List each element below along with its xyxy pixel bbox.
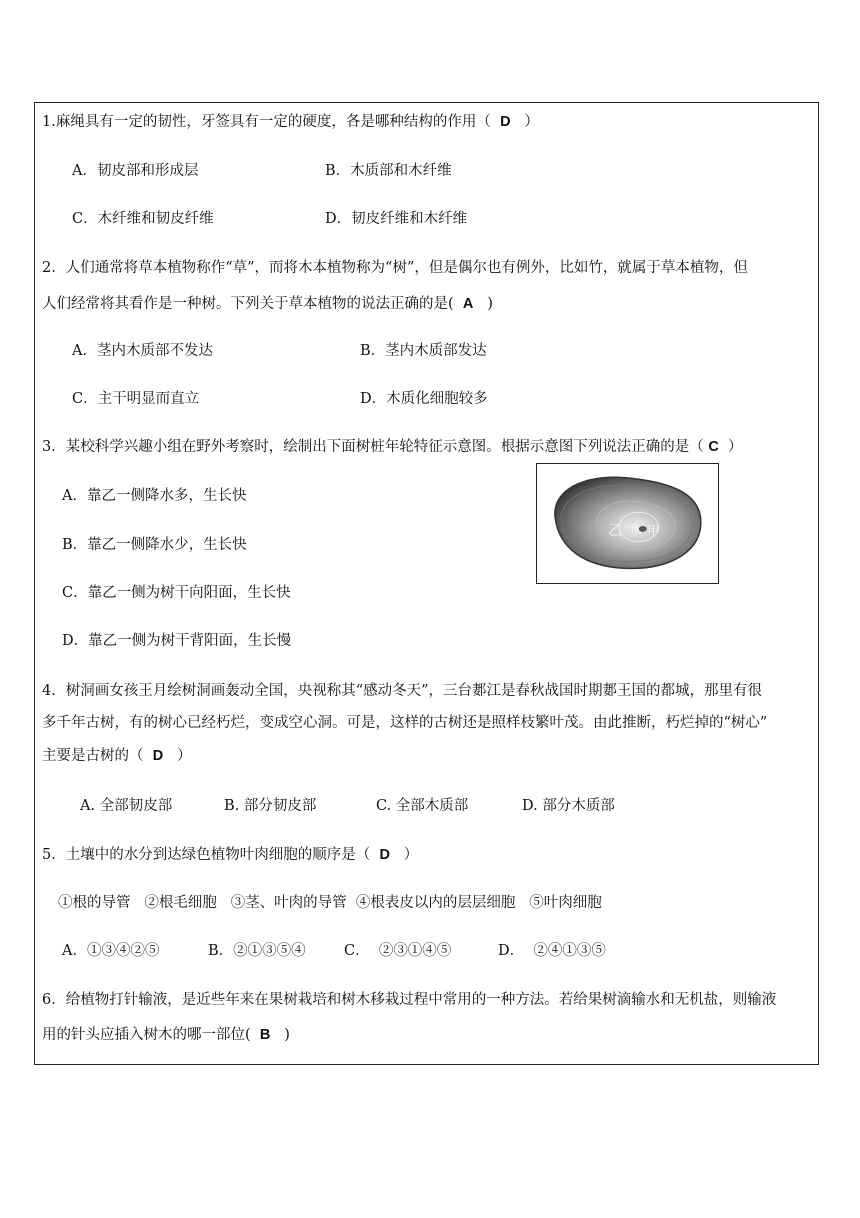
figure-label-yi: 乙 <box>608 522 623 539</box>
q3-option-a: A．靠乙一侧降水多，生长快 <box>62 488 247 504</box>
q3-option-d: D．靠乙一侧为树干背阳面，生长慢 <box>62 633 292 649</box>
tree-ring-figure <box>536 463 719 584</box>
q4-line3: 主要是古树的（ D ） <box>42 748 192 764</box>
q1-answer: D <box>500 114 511 130</box>
q2-line1: 2．人们通常将草本植物称作“草”，而将木本植物称为“树”，但是偶尔也有例外，比如竹，就属于草本植物，但 <box>42 260 748 276</box>
q1-option-d: D．韧皮纤维和木纤维 <box>325 211 468 227</box>
q4-option-a: A. 全部韧皮部 <box>80 798 173 814</box>
q2-answer: A <box>462 296 474 312</box>
q3-stem: 3．某校科学兴趣小组在野外考察时，绘制出下面树桩年轮特征示意图。根据示意图下列说法正确的是（ C ） <box>42 439 743 455</box>
q6-line1: 6．给植物打针输液，是近些年来在果树栽培和树木移栽过程中常用的一种方法。若给果树滴输水和无机盐，则输液 <box>42 992 777 1008</box>
q2-option-a: A．茎内木质部不发达 <box>72 343 213 359</box>
q4-line1: 4．树洞画女孩王月绘树洞画轰动全国，央视称其“感动冬天”，三台郪江是春秋战国时期郪王国的都城，那里有很 <box>42 683 763 699</box>
q1-option-c: C．木纤维和韧皮纤维 <box>72 211 214 227</box>
q5-option-a: A．①③④②⑤ <box>62 943 160 959</box>
q3-option-b: B．靠乙一侧降水少，生长快 <box>62 537 247 553</box>
q5-option-b: B．②①③⑤④ <box>208 943 306 959</box>
q4-option-c: C. 全部木质部 <box>376 798 469 814</box>
q5-stem: 5．土壤中的水分到达绿色植物叶肉细胞的顺序是（ D ） <box>42 847 419 863</box>
q5-items: ①根的导管 ②根毛细胞 ③茎、叶肉的导管 ④根表皮以内的层层细胞 ⑤叶肉细胞 <box>58 895 602 911</box>
q4-option-b: B. 部分韧皮部 <box>224 798 317 814</box>
q5-option-d: D． ②④①③⑤ <box>498 943 606 959</box>
q4-line2: 多千年古树，有的树心已经朽烂，变成空心洞。可是，这样的古树还是照样枝繁叶茂。由此推断，朽烂掉的“树心” <box>42 715 768 731</box>
q4-option-d: D. 部分木质部 <box>522 798 615 814</box>
q2-option-b: B．茎内木质部发达 <box>360 343 487 359</box>
q1-stem: 1.麻绳具有一定的韧性，牙签具有一定的硬度，各是哪种结构的作用（ D ） <box>42 114 539 130</box>
q2-line2: 人们经常将其看作是一种树。下列关于草本植物的说法正确的是( A ) <box>42 296 493 312</box>
q6-line2: 用的针头应插入树木的哪一部位( B ) <box>42 1027 290 1043</box>
q3-answer: C <box>708 439 719 455</box>
q5-answer: D <box>379 847 390 863</box>
q3-option-c: C．靠乙一侧为树干向阳面，生长快 <box>62 585 291 601</box>
figure-label-jia: 甲 <box>647 523 660 538</box>
q2-option-c: C．主干明显而直立 <box>72 391 200 407</box>
q5-option-c: C． ②③①④⑤ <box>344 943 452 959</box>
q6-answer: B <box>259 1027 271 1043</box>
tree-stump-image <box>537 464 718 583</box>
q4-answer: D <box>152 748 164 764</box>
q1-option-a: A．韧皮部和形成层 <box>72 163 199 179</box>
q2-option-d: D．木质化细胞较多 <box>360 391 488 407</box>
q1-option-b: B．木质部和木纤维 <box>325 163 452 179</box>
